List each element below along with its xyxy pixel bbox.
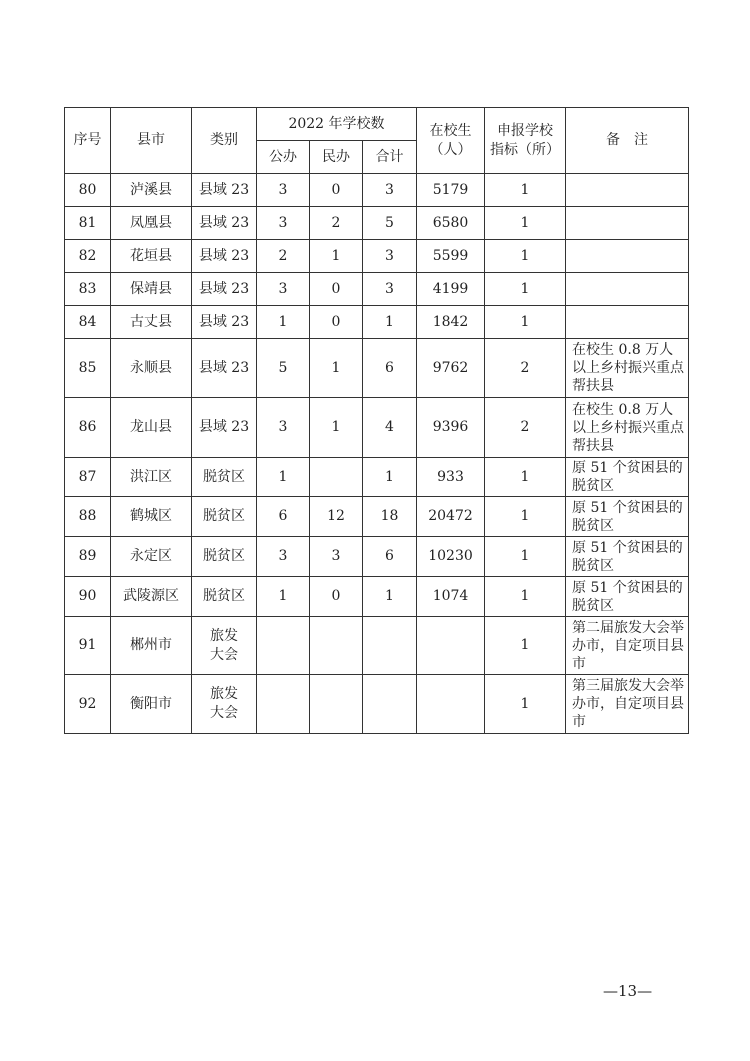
cell-no: 91	[65, 617, 111, 675]
table-row	[65, 617, 689, 675]
header-students: 在校生 （人）	[417, 108, 485, 174]
table-row	[65, 497, 689, 537]
cell-county: 永顺县	[111, 339, 192, 398]
cell-remarks	[566, 273, 689, 306]
header-schools-2022: 2022 年学校数	[257, 108, 417, 141]
cell-no: 89	[65, 537, 111, 577]
table-row	[65, 207, 689, 240]
table-row	[65, 537, 689, 577]
cell-public: 3	[257, 207, 310, 240]
cell-private: 0	[310, 174, 363, 207]
cell-category: 脱贫区	[192, 577, 257, 617]
cell-total	[363, 617, 417, 675]
cell-quota: 1	[485, 174, 566, 207]
cell-category: 旅发 大会	[192, 675, 257, 734]
cell-no: 82	[65, 240, 111, 273]
cell-county: 永定区	[111, 537, 192, 577]
cell-quota: 1	[485, 306, 566, 339]
cell-quota: 2	[485, 398, 566, 458]
cell-students: 5179	[417, 174, 485, 207]
cell-public	[257, 675, 310, 734]
table-row	[65, 339, 689, 398]
cell-total: 4	[363, 398, 417, 458]
cell-category: 县域 23	[192, 207, 257, 240]
cell-quota: 1	[485, 207, 566, 240]
cell-quota: 1	[485, 577, 566, 617]
cell-private	[310, 617, 363, 675]
cell-category: 脱贫区	[192, 458, 257, 497]
cell-remarks	[566, 174, 689, 207]
cell-county: 龙山县	[111, 398, 192, 458]
cell-category: 县域 23	[192, 306, 257, 339]
cell-public: 1	[257, 306, 310, 339]
cell-no: 88	[65, 497, 111, 537]
table-row	[65, 174, 689, 207]
cell-private: 1	[310, 339, 363, 398]
table-body	[65, 174, 689, 734]
cell-total: 1	[363, 577, 417, 617]
cell-private: 0	[310, 306, 363, 339]
cell-quota: 1	[485, 240, 566, 273]
table-row	[65, 306, 689, 339]
cell-students: 933	[417, 458, 485, 497]
cell-no: 85	[65, 339, 111, 398]
cell-private: 1	[310, 240, 363, 273]
cell-remarks	[566, 240, 689, 273]
cell-category: 脱贫区	[192, 537, 257, 577]
cell-quota: 1	[485, 273, 566, 306]
cell-category: 县域 23	[192, 174, 257, 207]
cell-public: 3	[257, 537, 310, 577]
cell-public: 3	[257, 273, 310, 306]
cell-total: 6	[363, 339, 417, 398]
cell-no: 81	[65, 207, 111, 240]
cell-category: 县域 23	[192, 240, 257, 273]
cell-public: 5	[257, 339, 310, 398]
cell-public: 3	[257, 398, 310, 458]
cell-public: 6	[257, 497, 310, 537]
cell-quota: 1	[485, 537, 566, 577]
cell-county: 郴州市	[111, 617, 192, 675]
cell-county: 鹤城区	[111, 497, 192, 537]
cell-students: 6580	[417, 207, 485, 240]
cell-public	[257, 617, 310, 675]
cell-no: 83	[65, 273, 111, 306]
table-row	[65, 577, 689, 617]
cell-category: 脱贫区	[192, 497, 257, 537]
table-row	[65, 240, 689, 273]
cell-remarks: 在校生 0.8 万人以上乡村振兴重点帮扶县	[566, 339, 689, 398]
cell-private: 1	[310, 398, 363, 458]
cell-county: 古丈县	[111, 306, 192, 339]
cell-total: 6	[363, 537, 417, 577]
cell-county: 保靖县	[111, 273, 192, 306]
school-table	[64, 107, 689, 734]
cell-remarks: 原 51 个贫困县的脱贫区	[566, 577, 689, 617]
cell-quota: 1	[485, 458, 566, 497]
cell-total: 1	[363, 458, 417, 497]
cell-category: 县域 23	[192, 273, 257, 306]
cell-public: 1	[257, 577, 310, 617]
cell-quota: 1	[485, 675, 566, 734]
cell-county: 泸溪县	[111, 174, 192, 207]
header-public: 公办	[257, 141, 310, 174]
cell-category: 县域 23	[192, 398, 257, 458]
cell-total: 5	[363, 207, 417, 240]
table-row	[65, 398, 689, 458]
table-row	[65, 675, 689, 734]
cell-private	[310, 458, 363, 497]
cell-total: 1	[363, 306, 417, 339]
cell-total: 3	[363, 174, 417, 207]
cell-public: 3	[257, 174, 310, 207]
cell-county: 武陵源区	[111, 577, 192, 617]
header-quota: 申报学校 指标（所）	[485, 108, 566, 174]
cell-public: 1	[257, 458, 310, 497]
cell-no: 92	[65, 675, 111, 734]
cell-remarks: 在校生 0.8 万人以上乡村振兴重点帮扶县	[566, 398, 689, 458]
cell-private: 3	[310, 537, 363, 577]
cell-students	[417, 675, 485, 734]
cell-students: 5599	[417, 240, 485, 273]
cell-public: 2	[257, 240, 310, 273]
cell-quota: 1	[485, 497, 566, 537]
cell-students	[417, 617, 485, 675]
header-remarks: 备 注	[566, 108, 689, 174]
cell-students: 9762	[417, 339, 485, 398]
cell-no: 90	[65, 577, 111, 617]
cell-quota: 1	[485, 617, 566, 675]
table-row	[65, 273, 689, 306]
cell-remarks: 原 51 个贫困县的脱贫区	[566, 458, 689, 497]
cell-no: 80	[65, 174, 111, 207]
cell-students: 1842	[417, 306, 485, 339]
cell-quota: 2	[485, 339, 566, 398]
cell-private: 12	[310, 497, 363, 537]
cell-private	[310, 675, 363, 734]
cell-no: 87	[65, 458, 111, 497]
cell-remarks	[566, 207, 689, 240]
cell-county: 衡阳市	[111, 675, 192, 734]
cell-category: 县域 23	[192, 339, 257, 398]
cell-remarks: 原 51 个贫困县的脱贫区	[566, 497, 689, 537]
table-row	[65, 458, 689, 497]
cell-total: 18	[363, 497, 417, 537]
cell-county: 凤凰县	[111, 207, 192, 240]
cell-remarks: 第二届旅发大会举办市，自定项目县市	[566, 617, 689, 675]
header-private: 民办	[310, 141, 363, 174]
cell-remarks	[566, 306, 689, 339]
cell-students: 4199	[417, 273, 485, 306]
cell-county: 花垣县	[111, 240, 192, 273]
cell-no: 86	[65, 398, 111, 458]
cell-total	[363, 675, 417, 734]
page-number: —13—	[603, 982, 653, 1000]
cell-private: 2	[310, 207, 363, 240]
cell-students: 10230	[417, 537, 485, 577]
cell-no: 84	[65, 306, 111, 339]
header-total: 合计	[363, 141, 417, 174]
header-county: 县市	[111, 108, 192, 174]
cell-students: 9396	[417, 398, 485, 458]
cell-remarks: 原 51 个贫困县的脱贫区	[566, 537, 689, 577]
cell-category: 旅发 大会	[192, 617, 257, 675]
cell-private: 0	[310, 577, 363, 617]
cell-remarks: 第三届旅发大会举办市，自定项目县市	[566, 675, 689, 734]
cell-county: 洪江区	[111, 458, 192, 497]
cell-students: 1074	[417, 577, 485, 617]
header-index: 序号	[65, 108, 111, 174]
cell-total: 3	[363, 273, 417, 306]
header-category: 类别	[192, 108, 257, 174]
cell-private: 0	[310, 273, 363, 306]
cell-students: 20472	[417, 497, 485, 537]
cell-total: 3	[363, 240, 417, 273]
